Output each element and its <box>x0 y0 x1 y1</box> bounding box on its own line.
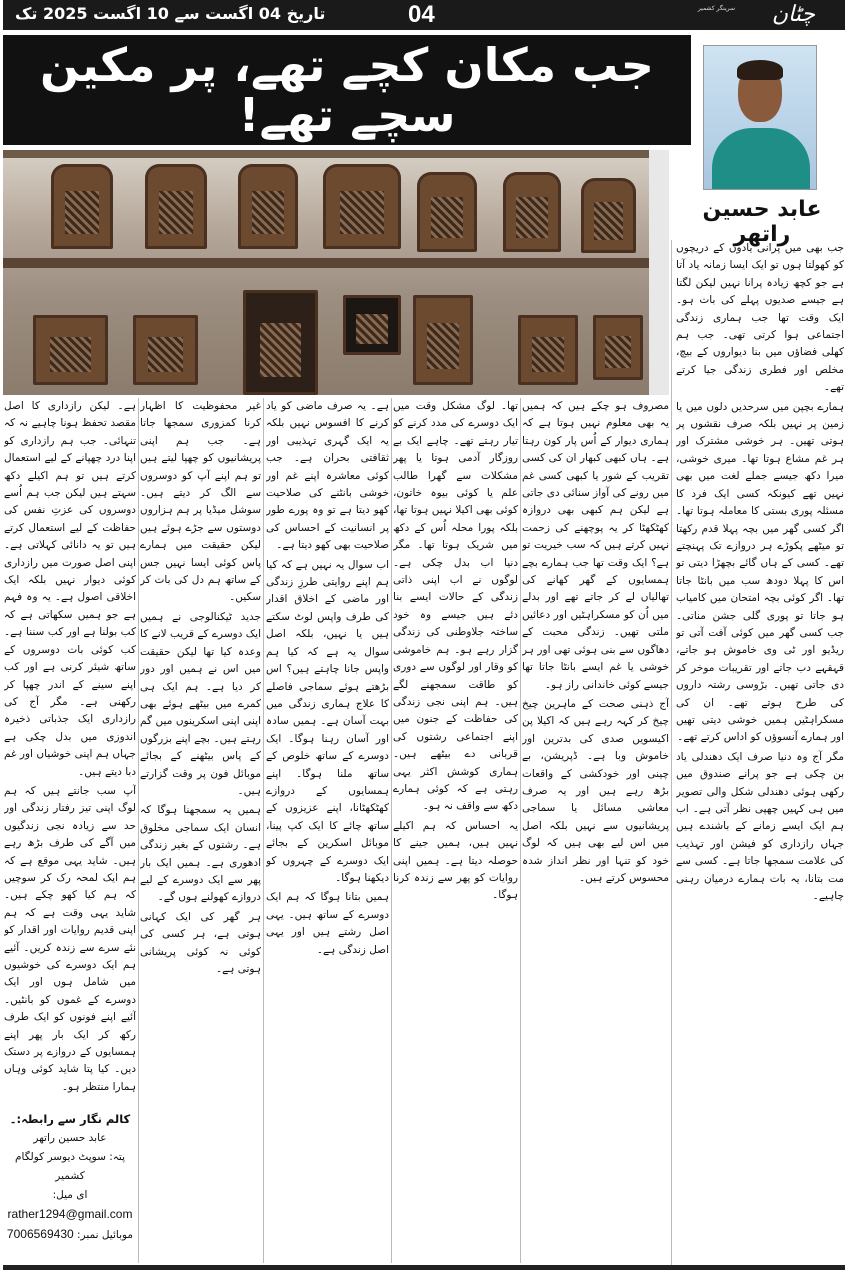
masthead-bar <box>3 0 845 30</box>
paragraph: آج ذہنی صحت کے ماہرین چیخ چیخ کر کہہ رہے ہیں کہ اکیلا پن اکیسویں صدی کی بدترین اور خاموش وبا ہے۔ ڈپریشن، بے چینی اور خودکشی کے واقعات بڑھ رہے ہیں اور یہ صرف معاشی مسائل یا سماجی پریشانیوں سے نہیں بلکہ اصل میں اس لیے بھی ہیں کہ لوگ خود کو تنہا اور نظر انداز شدہ محسوس کرتے ہیں۔ <box>522 697 669 884</box>
dateline: تاریخ 04 اگست سے 10 اگست 2025 تک <box>15 4 326 23</box>
paragraph: جب بھی میں پرانی یادوں کے دریچوں کو کھولتا ہوں تو ایک ایسا زمانہ یاد آتا ہے جو کچھ زیادہ پرانا نہیں لیکن لگتا ہے جیسے صدیوں پہلے کی بات ہو۔ ایک وقت تھا جب ہماری زندگی اجتماعی ہوا کرتی تھی۔ جب ہم کھلی فضاؤں میں بنا دیواروں کے بیچ، مخلص اور فطری زندگی جیا کرتے تھے۔ <box>676 242 844 394</box>
address-label: پتہ: <box>109 1151 125 1163</box>
paragraph: تھا۔ لوگ مشکل وقت میں ایک دوسرے کی مدد کرنے کو تیار رہتے تھے۔ چاہے ایک بے روزگار آدمی ہوتا یا پھر مشکلات سے گھرا طالب علم یا کوئی بیوہ خاتون، کوئی بھی اکیلا نہیں ہوتا تھا، بلکہ پورا محلہ اُس کے دکھ میں شریک ہوتا تھا۔ مگر دنیا اب بدل چکی ہے۔ لوگوں نے اب اپنی ذاتی زندگی کے حالات ایسے بنا دئے ہیں جیسے وہ خود ساختہ جلاوطنی کی زندگی گزار رہے ہو۔ ہم خاموشی کو وقار اور لوگوں سے دوری کو طاقت سمجھنے لگے ہیں۔ ہم اپنی نجی زندگی کی حفاظت کے جنون میں اپنے اجتماعی رشتوں کی قربانی دے بیٹھے ہیں۔ ہماری کوشش اکثر یہی رہتی ہے کہ کوئی ہمارے دکھ سے واقف نہ ہو۔ <box>393 400 518 813</box>
column-divider <box>671 240 672 1265</box>
article-title: جب مکان کچے تھے، پر مکین سچے تھے! <box>40 38 654 142</box>
author-byline: عابد حسین راتھر <box>702 197 822 247</box>
contact-name: عابد حسین راتھر <box>33 1132 107 1144</box>
newspaper-logo: چٹان <box>771 2 815 27</box>
author-contact <box>4 1110 136 1245</box>
paragraph: آپ سب جانتے ہیں کہ ہم لوگ اپنی تیز رفتار زندگی اور حد سے زیادہ نجی زندگیوں میں آگے کی طرف بڑھ رہے ہیں۔ شاید یہی موقع ہے کہ ہم ایک لمحہ رک کر سوچیں کہ ہم کیا کھو چکے ہیں۔ شاید یہی وقت ہے کہ ہم اپنی قدیم روایات اور اقدار کو نئے سرے سے زندہ کریں۔ آئیے ہم ایک دوسرے کی خوشیوں میں شامل ہوں اور ایک دوسرے کے غموں کو بانٹیں۔ آئیے اپنے فونوں کو ایک طرف رکھ کر ایک بار پھر اپنے ہمسایوں کے دروازے پر دستک دیں۔ کیا پتا شاید کوئی وہاں ہمارا منتظر ہو۔ <box>4 784 136 1093</box>
phone-label: موبائیل نمبر: <box>77 1229 134 1241</box>
paragraph: مگر آج وہ دنیا صرف ایک دھندلی یاد بن چکی ہے جو پرانے صندوق میں رکھی ہوئی دھندلی شکل والی تصویر میں ہی کہیں چھپی نظر آتی ہے۔ اب ہم ایک ایسے زمانے کے باشندے ہیں جہاں رازداری کو فیشن اور تہذیب کی علامت سمجھا جاتا ہے۔ کسی سے مت بتانا، یہ بات ہمارے درمیان رہنی چاہیے۔ <box>676 750 844 903</box>
paragraph: ہے۔ یہ صرف ماضی کو یاد کرنے کا افسوس نہیں بلکہ یہ ایک گہری تہذیبی اور ثقافتی بحران ہے۔ جب کوئی معاشرہ اپنے غم اور خوشی بانٹنے کی صلاحیت کھو دیتا ہے تو وہ پورے طور پر انسانیت کے احساس کی صلاحیت بھی کھو دیتا ہے۔ <box>266 400 389 552</box>
author-photo <box>703 45 817 190</box>
paragraph: مصروف ہو چکے ہیں کہ ہمیں یہ بھی معلوم نہیں ہوتا ہے کہ ہماری دیوار کے اُس پار کون رہتا ہے۔ ہاں کبھی کبھار ان کی کسی تقریب کے شور یا کبھی کسی غم میں رونے کی آواز سنائی دی جاتی ہے لیکن ہم کبھی بھی دروازہ کھٹکھٹا کر یہ پوچھنے کی زحمت نہیں کرتے ہیں کہ سب خیریت تو ہے؟ ایک وقت تھا جب ہمارے بچے ہمسایوں کے گھر کھانے کی تھالیاں لے کر جاتے تھے اور بدلے میں اُن کو مسکراہٹیں اور دعائیں ملتی تھیں۔ زندگی محبت کے دھاگوں سے بنی ہوئی تھی اور ہر خوشی یا غم ایسے بانٹا جاتا تھا جیسے کوئی خاندانی راز ہو۔ <box>522 400 669 691</box>
article-column-5 <box>140 398 261 1265</box>
paragraph: ہے۔ لیکن رازداری کا اصل مقصد تحفظ ہونا چاہیے نہ کہ تنہائی۔ جب ہم رازداری کو اپنا درد چھپانے کے لیے استعمال کرتے ہیں تو ہم اکیلے دکھ سہتے ہیں لیکن جب ہم اُسے دوسروں کی عزتِ نفس کی حفاظت کے لیے استعمال کرتے ہیں تو یہ دانائی کہلاتی ہے۔ اپنی اصل صورت میں رازداری کوئی دیوار نہیں بلکہ ایک اخلاقی اصول ہے۔ یہ وہ فہم ہے جو ہمیں سکھاتی ہے کہ کب بولنا ہے اور کب سننا ہے۔ کب کوئی بات دوسروں کے ساتھ شیئر کرنی ہے اور کب اپنے سینے کے اندر چھپا کر رکھنی ہے۔ مگر آج کی رازداری ایک جذباتی ذخیرہ اندوزی میں بدل چکی ہے جہاں ہم اپنی خوشیاں اور غم دبا دیتے ہیں۔ <box>4 400 136 778</box>
contact-address-row <box>4 1148 136 1186</box>
headline-band <box>3 35 691 145</box>
paragraph: اب سوال یہ نہیں ہے کہ کیا ہم اپنے روایتی طرزِ زندگی اور ماضی کے اخلاق اقدار کی طرف واپس لوٹ سکتے ہیں یا نہیں، بلکہ اصل سوال یہ ہے کہ کیا ہم واپس جانا چاہتے ہیں؟ اس بڑھتے ہوئے سماجی فاصلے کا علاج ہماری زندگی میں بہت آسان ہے۔ ہمیں سادہ اور آسان رہنا ہوگا۔ ایک دوسرے کے ساتھ خلوص کے ساتھ ملنا ہوگا۔ اپنے ہمسایوں کے دروازے کھٹکھٹانا، اپنے عزیزوں کے ساتھ چائے کا ایک کپ پینا، موبائل اسکرین کے بجائے ایک دوسرے کے چہروں کو دیکھنا ہوگا۔ <box>266 558 389 884</box>
article-column-3 <box>393 398 518 1265</box>
email-label: ای میل: <box>52 1189 88 1201</box>
paragraph: ہمیں یہ سمجھنا ہوگا کہ انسان ایک سماجی مخلوق ہے۔ رشتوں کے بغیر زندگی ادھوری ہے۔ ہمیں ایک بار پھر سے ایک دوسرے کے لیے دروازے کھولنے ہوں گے۔ <box>140 804 261 904</box>
article-column-6 <box>4 398 136 1110</box>
old-house-photo <box>3 150 669 395</box>
email-value[interactable]: rather1294@gmail.com <box>7 1207 133 1221</box>
address-value: سوپٹ دیوسر کولگام کشمیر <box>15 1151 106 1182</box>
column-divider <box>391 398 392 1263</box>
column-divider <box>138 398 139 1263</box>
bottom-rule <box>3 1265 845 1270</box>
column-divider <box>263 398 264 1263</box>
paragraph: یہ احساس کہ ہم اکیلے نہیں ہیں، ہمیں جینے کا حوصلہ دیتا ہے۔ ہمیں اپنی روایات کو پھر سے زندہ کرنا ہوگا۔ <box>393 819 518 902</box>
paragraph: ہمیں بتانا ہوگا کہ ہم ایک دوسرے کے ساتھ ہیں۔ یہی اصل رشتے ہیں اور یہی اصل زندگی ہے۔ <box>266 891 389 956</box>
logo-subtitle: سرینگر کشمیر <box>697 5 735 12</box>
page-number: 04 <box>408 1 435 28</box>
article-column-2 <box>522 398 669 1265</box>
paragraph: جدید ٹیکنالوجی نے ہمیں ایک دوسرے کے قریب لانے کا وعدہ کیا تھا لیکن حقیقت میں اس نے ہمیں اور دور کر دیا ہے۔ ہم ایک ہی کمرے میں بیٹھے ہوئے بھی اپنی اپنی اسکرینوں میں گم رہتے ہیں۔ بچے اپنے بزرگوں کے پاس بیٹھنے کے بجائے موبائل فون پر وقت گزارتے ہیں۔ <box>140 610 261 797</box>
phone-value: 7006569430 <box>6 1227 74 1241</box>
contact-email-row <box>4 1186 136 1225</box>
paragraph: غیر محفوظیت کا اظہار کرنا کمزوری سمجھا جاتا ہے۔ جب ہم اپنی پریشانیوں کو چھپا لیتے ہیں تو ہم اپنے آپ کو دوسروں سے الگ کر دیتے ہیں۔ سوشل میڈیا پر ہم ہزاروں دوستوں سے جڑے ہوئے ہیں لیکن حقیقت میں ہمارے پاس کوئی ایسا نہیں جس کے ساتھ ہم دل کی بات کر سکیں۔ <box>140 400 261 604</box>
paragraph: ہمارے بچپن میں سرحدیں دلوں میں یا زمین پر نہیں بلکہ صرف نقشوں پر ہوتی تھیں۔ ہر خوشی مشترک اور ہر غم مشاع ہوتا تھا۔ میری خوشی، میرا دکھ جیسے جملے لغت میں بھی نہیں تھے کیونکہ کسی ایک فرد کا مسئلہ پوری بستی کا معاملہ ہوتا تھا۔ اگر کسی گھر میں بچہ پہلا قدم رکھتا تو میٹھے پکوڑے ہر دروازے تک پہنچتے تھے۔ کسی کے ہاں گائے بچھڑا دیتی تو اس کا پہلا دودھ سب میں بانٹا جاتا تھا۔ اگر کوئی بچہ امتحان میں کامیاب ہو جاتا تو پوری گلی جشن مناتی۔ جب کسی گھر میں کوئی آفت آتی تو ریڈیو اور ٹی وی خاموش ہو جاتے، قہقہے دب جاتے اور تقریبات موخر کر دی جاتی تھیں۔ بڑوسی رشتہ داروں کی طرح ہوتے تھے۔ ان کی مسکراہٹیں ہمیں خوشی دیتی تھیں اور ہمارے آنسوؤں کو اداس کرتے تھے۔ <box>676 400 844 744</box>
contact-phone-row <box>4 1225 136 1245</box>
article-column-1 <box>676 240 844 1265</box>
contact-heading: کالم نگار سے رابطہ:۔ <box>9 1112 131 1126</box>
paragraph: ہر گھر کی ایک کہانی ہوتی ہے، ہر کسی کی کوئی نہ کوئی پریشانی ہوتی ہے۔ <box>140 910 261 975</box>
article-column-4 <box>266 398 389 1265</box>
column-divider <box>520 398 521 1263</box>
